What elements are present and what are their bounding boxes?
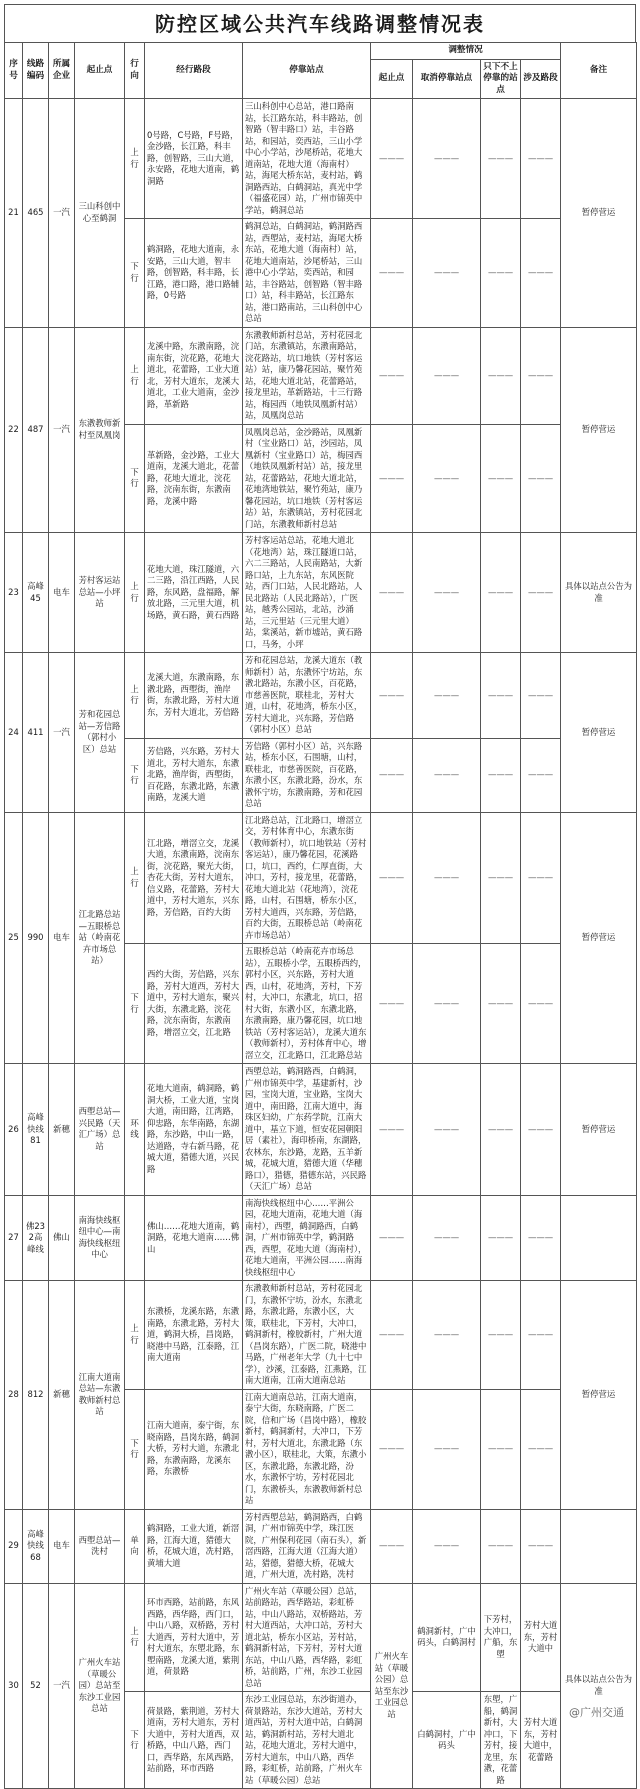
- adj-road-cell: ———: [521, 812, 561, 944]
- table-row: [5, 99, 637, 219]
- adj-terminal-cell: ———: [371, 1389, 413, 1509]
- stops-cell: 江北路总站，江北路口，增滘立交，芳村体育中心，东漖东街（教师新村），坑口地铁站（芳村客运站），康乃馨花园，花溪路口，坑口，西约，仁厚直街，大冲口，芳村，接龙里，花蕾路，花地大道北站（花地湾），浣花路，山村，石围塘，桥东小区，芳村大道西，兴东路，芳信路，百约大街，五眼桥总站（岭南花卉市场总站）: [243, 812, 371, 944]
- adj-cancel-cell: ———: [413, 424, 481, 533]
- stops-cell: 芳村客运站总站，花地大道北（花地湾）站，珠江隧道口站，六二三路站，人民南路站，大新路口站，上九东站，东风医院站，西门口站，人民北路站，人民北路站（人民北路站），广医站，越秀公园站，北站，沙涌站，三元里站（三元里大道）站，棠溪站，新市墟站，黄石路口，马务，小坪: [243, 533, 371, 653]
- adj-road-cell: ———: [521, 1509, 561, 1583]
- adj-cancel-cell: ———: [413, 812, 481, 944]
- company-cell: 新穗: [49, 1064, 75, 1196]
- route-cell: 革新路，金沙路，工业大道南，龙溪大道北，花蕾路，花地大道北，浣花路，浣南东街，东漖南路，龙溪中路: [145, 424, 243, 533]
- adj-road-cell: ———: [521, 738, 561, 812]
- seq-cell: 27: [5, 1195, 23, 1281]
- adj-noget-cell: ———: [481, 1064, 521, 1196]
- seq-cell: 25: [5, 812, 23, 1064]
- adj-road-cell: ———: [521, 327, 561, 424]
- header-seq: 序号: [5, 43, 23, 99]
- remark-cell: 暂停营运: [561, 812, 637, 1064]
- adj-road-cell: 芳村大道东，芳村大道中: [521, 1583, 561, 1692]
- terminal-cell: 西塱总站—洗村: [75, 1509, 125, 1583]
- company-cell: 电车: [49, 1509, 75, 1583]
- header-adj-road: 涉及路段: [521, 59, 561, 99]
- terminal-cell: 江北路总站—五眼桥总站（岭南花卉市场总站）: [75, 812, 125, 1064]
- company-cell: 佛山: [49, 1195, 75, 1281]
- adj-noget-cell: ———: [481, 738, 521, 812]
- route-cell: 江南大道南，泰宁街，东晓南路，昌岗东路，鹤洞大桥，芳村大道，东漖北路，东漖南路，龙溪东路，东漖桥: [145, 1389, 243, 1509]
- table-row: [5, 1195, 637, 1281]
- remark-cell: 暂停营运: [561, 99, 637, 328]
- direction-cell: 下行: [125, 1692, 145, 1789]
- terminal-cell: 芳和花园总站—芳信路（郭村小区）总站: [75, 653, 125, 813]
- direction-cell: 上行: [125, 99, 145, 219]
- company-cell: 一汽: [49, 653, 75, 813]
- code-cell: 佛232高峰线: [23, 1195, 49, 1281]
- table-title: 防控区域公共汽车线路调整情况表: [4, 4, 636, 42]
- adj-terminal-cell: ———: [371, 533, 413, 653]
- direction-cell: 上行: [125, 327, 145, 424]
- header-adj-noget: 只下不上停靠的站点: [481, 59, 521, 99]
- adj-terminal-cell: ———: [371, 653, 413, 739]
- header-row-1: [5, 43, 637, 60]
- adj-terminal-cell: ———: [371, 99, 413, 219]
- adj-noget-cell: ———: [481, 99, 521, 219]
- route-cell: 芳信路，兴东路，芳村大道北，芳村大道东，东漖北路，渔岸街，西塱街，百花路，东漖北路，东漖南路，龙溪大道: [145, 738, 243, 812]
- adj-cancel-cell: ———: [413, 99, 481, 219]
- adj-noget-cell: ———: [481, 327, 521, 424]
- table-row: [5, 1509, 637, 1583]
- stops-cell: 芳村西塱总站，鹤洞路西，白鹤洞，广州市锦英中学，珠江医院，广州保利花园（南石头），新滘西路，江海大道（江海大道）站，猎德，猎德大桥，花城大道，广州大道，冼村路，冼村: [243, 1509, 371, 1583]
- stops-cell: 芳和花园总站，龙溪大道东（教师新村）站，东漖怀宁坊站，东漖北路站，东漖小区，百花路，市慈善医院，联桂北，芳村大道，山村，花地湾，桥东小区，芳村大道北，兴东路，芳信路（郭村小区）总站: [243, 653, 371, 739]
- direction-cell: 下行: [125, 424, 145, 533]
- stops-cell: 三山科创中心总站，港口路南站，长江路东站，科丰路站，创智路（智丰路口）站，丰谷路站，和园站，奕西站，三山小学中心小学站，沙尾桥站，花地大道南站，花地大道（海南村）站，海尾大桥东站，麦村站，鹤洞路西站，白鹤洞站，真光中学（福盛花园）站，广州市锦英中学站，鹤洞总站: [243, 99, 371, 219]
- adj-road-cell: ———: [521, 99, 561, 219]
- adj-noget-cell: ———: [481, 1509, 521, 1583]
- stops-cell: 西塱总站，鹤洞路西，白鹤洞，广州市锦英中学，基建新村，沙园，宝岗大道，宝业路，宝岗大道中，南田路，江南大道中，海珠区妇幼，广东药学院，江南大道中，基立下道，恒安花园朝阳居（素社），海印桥南，东湖路，农林东，东沙路，龙路，五羊新城，花城大道，猎德大道（华穗路口），猎德，猎德东站，兴民路（天汇广场）总站: [243, 1064, 371, 1196]
- adj-cancel-cell: ———: [413, 653, 481, 739]
- route-cell: 环市西路，站前路，东风西路，西华路，西门口，中山八路，双桥路，芳村大道西，芳村大道中，芳村大道东，东塱北路，东塱南路，龙溪大道，紫荆道，荷景路: [145, 1583, 243, 1692]
- adj-cancel-cell: ———: [413, 327, 481, 424]
- adj-noget-cell: ———: [481, 1281, 521, 1390]
- adj-terminal-cell: ———: [371, 1195, 413, 1281]
- adj-road-cell: ———: [521, 533, 561, 653]
- adj-cancel-cell: ———: [413, 533, 481, 653]
- stops-cell: 东漖教师新村总站，芳村花园北门站，东漖镇站，东漖南路站，浣花路站，坑口地铁（芳村客运站）站，康乃馨花园站，聚竹苑站，花地大道北站，花蕾路站，接龙里站，革新路站，十三行路站，梅园西（地铁凤凰新村站）站，凤凰岗总站: [243, 327, 371, 424]
- adj-noget-cell: ———: [481, 219, 521, 328]
- adj-road-cell: ———: [521, 219, 561, 328]
- route-cell: 龙溪大道，东漖南路，东漖北路，西塱街，渔岸街，东漖北路，芳村大道东，芳村大道北，芳信路: [145, 653, 243, 739]
- remark-cell: 暂停营运: [561, 1064, 637, 1196]
- route-cell: 西约大街，芳信路，兴东路，芳村大道西，芳村大道中，芳村大道东，聚兴大街，东漖北路，浣花路，浣东南街，东漖南路，增滘立交，江北路: [145, 944, 243, 1064]
- direction-cell: 上行: [125, 653, 145, 739]
- code-cell: 487: [23, 327, 49, 533]
- route-adjustment-table: [4, 42, 637, 1789]
- adj-noget-cell: ———: [481, 533, 521, 653]
- terminal-cell: 西塱总站—兴民路（天汇广场）总站: [75, 1064, 125, 1196]
- direction-cell: 单向: [125, 1509, 145, 1583]
- table-row: [5, 327, 637, 424]
- adj-cancel-cell: ———: [413, 944, 481, 1064]
- adj-road-cell: ———: [521, 1064, 561, 1196]
- adj-cancel-cell: ———: [413, 1509, 481, 1583]
- adj-terminal-cell: ———: [371, 738, 413, 812]
- terminal-cell: 广州火车站（草暖公园）总站至东沙工业园总站: [75, 1583, 125, 1789]
- seq-cell: 26: [5, 1064, 23, 1196]
- terminal-cell: 芳村客运站总站—小坪站: [75, 533, 125, 653]
- adj-terminal-cell: 广州火车站（草暖公园）总站至东沙工业园总站: [371, 1583, 413, 1789]
- stops-cell: 广州火车站（草暖公园）总站，站前路站，西华路站，彩虹桥站，中山八路站，双桥路站，芳村大道西站，大冲口站，芳村大道北站，桥东小区站，芳村站，鹤洞新村站，下芳村，芳村大道东站，中山八路，西华路，彩虹桥，站前路，广州，东沙工业园总站: [243, 1583, 371, 1692]
- direction-cell: 下行: [125, 219, 145, 328]
- remark-cell: 暂停营运: [561, 1281, 637, 1510]
- company-cell: 电车: [49, 533, 75, 653]
- code-cell: 高峰快线68: [23, 1509, 49, 1583]
- seq-cell: 23: [5, 533, 23, 653]
- direction-cell: 下行: [125, 738, 145, 812]
- seq-cell: 30: [5, 1583, 23, 1789]
- remark-cell: 暂停营运: [561, 653, 637, 813]
- adj-noget-cell: ———: [481, 1389, 521, 1509]
- route-cell: 东漖桥，龙溪东路，东漖南路，东漖北路，芳村大道，鹤洞大桥，昌岗路，晓港中马路，江泰路，江南大道南: [145, 1281, 243, 1390]
- direction-cell: 上行: [125, 533, 145, 653]
- seq-cell: 28: [5, 1281, 23, 1510]
- stops-cell: 东沙工业园总站，东沙街道办，荷景路站，东沙大道站，芳村大道西站，芳村大道中站，白鹤洞站，鹤洞新村站，芳村大道北站，花地大道北，芳村大道中，芳村大道东，中山八路，西华路，彩虹桥，站前路，广州火车站（草暖公园）总站: [243, 1692, 371, 1789]
- terminal-cell: 江南大道南总站—东漖教师新村总站: [75, 1281, 125, 1510]
- stops-cell: 东漖教师新村总站，芳村花园北门，东漖怀宁坊，汾水，东漖北路，东漖北路，东漖小区，大策，联桂北，下芳村，大冲口，鹤洞新村，橡胶新村，广州大道（昌岗东路），广医二院，晓港中马路，广州老年大学（九十七中学），沙溪，江泰路，江燕路，江南大道南，江南大道南总站: [243, 1281, 371, 1390]
- direction-cell: [125, 1195, 145, 1281]
- table-row: [5, 653, 637, 739]
- header-direction: 行向: [125, 43, 145, 99]
- adj-road-cell: ———: [521, 1389, 561, 1509]
- terminal-cell: 南海快线枢纽中心—南海快线枢纽中心: [75, 1195, 125, 1281]
- stops-cell: 五眼桥总站（岭南花卉市场总站），五眼桥小学，五眼桥西约，郭村小区，兴东路，芳村大道西，山村，花地湾，芳村，下芳村，大冲口，东漖北，坑口，招村大街，东漖小区，东漖北路，东漖南路，康乃馨花园，坑口地铁站（芳村客运站），龙溪大道东（教师新村），芳村体育中心，增滘立交，江北路口，江北路总站: [243, 944, 371, 1064]
- adj-cancel-cell: ———: [413, 1389, 481, 1509]
- adj-cancel-cell: ———: [413, 738, 481, 812]
- route-cell: 0号路，C号路，F号路，金沙路，长江路，科丰路，创智路，三山大道，永安路，花地大道南，鹤洞路: [145, 99, 243, 219]
- header-adj-cancel: 取消停靠站点: [413, 59, 481, 99]
- adj-road-cell: ———: [521, 944, 561, 1064]
- direction-cell: 下行: [125, 944, 145, 1064]
- adj-terminal-cell: ———: [371, 327, 413, 424]
- seq-cell: 21: [5, 99, 23, 328]
- adj-noget-cell: ———: [481, 944, 521, 1064]
- adj-road-cell: ———: [521, 1195, 561, 1281]
- adj-terminal-cell: ———: [371, 219, 413, 328]
- adj-road-cell: ———: [521, 424, 561, 533]
- code-cell: 812: [23, 1281, 49, 1510]
- route-cell: 江北路，增滘立交，龙溪大道，东漖南路，浣南东街，浣花路，聚光大街，杏花大街，芳村大道东，信义路，花蕾路，芳村大道中，芳村大道东，兴东路，芳信路，百约大街: [145, 812, 243, 944]
- adj-terminal-cell: ———: [371, 1281, 413, 1390]
- direction-cell: 上行: [125, 1583, 145, 1692]
- remark-cell: 暂停营运: [561, 327, 637, 533]
- terminal-cell: 三山科创中心至鹤洞: [75, 99, 125, 328]
- adj-noget-cell: ———: [481, 424, 521, 533]
- company-cell: 一汽: [49, 1583, 75, 1789]
- route-cell: 花地大道，珠江隧道，六二三路，沿江西路，人民路，东风路，盘福路，解放北路，三元里大道，机场路，黄石路，黄石西路: [145, 533, 243, 653]
- route-cell: 鹤洞路，工业大道，新滘路，江海大道，猎德大桥，花城大道，冼村路，黄埔大道: [145, 1509, 243, 1583]
- header-company: 所属企业: [49, 43, 75, 99]
- remark-cell: 具体以站点公告为准: [561, 533, 637, 653]
- stops-cell: 凤凰岗总站，金沙路站，凤凰新村（宝业路口）站，沙园站，凤凰新村（宝业路口）站，梅园西（地铁凤凰新村站）站，接龙里站，花蕾路站，花地大道北站，花地湾地铁站，聚竹苑站，康乃馨花园站，坑口地铁（芳村客运站）站，东漖镇站，芳村花园北门站，东漖教师新村总站: [243, 424, 371, 533]
- adj-road-cell: 芳村大道东，芳村大道中，花蕾路: [521, 1692, 561, 1789]
- code-cell: 高峰快线81: [23, 1064, 49, 1196]
- company-cell: 新穗: [49, 1281, 75, 1510]
- adj-road-cell: ———: [521, 1281, 561, 1390]
- adj-cancel-cell: ———: [413, 1064, 481, 1196]
- watermark: @广州交通: [565, 1703, 628, 1721]
- stops-cell: 鹤洞总站，白鹤洞站，鹤洞路西站，西塱站，麦村站，海尾大桥东站，花地大道（海南村）站，花地大道南站，沙尾桥站，三山港中心小学站，奕西站，和园站，丰谷路站，创智路（智丰路口）站，科丰路站，长江路东站，港口路南站，三山科创中心总站: [243, 219, 371, 328]
- header-route: 经行路段: [145, 43, 243, 99]
- header-remark: 备注: [561, 43, 637, 99]
- adj-noget-cell: ———: [481, 1195, 521, 1281]
- remark-cell: [561, 1195, 637, 1281]
- code-cell: 990: [23, 812, 49, 1064]
- adj-road-cell: ———: [521, 653, 561, 739]
- remark-cell: 具体以站点公告为准: [561, 1583, 637, 1789]
- company-cell: 一汽: [49, 327, 75, 533]
- code-cell: 52: [23, 1583, 49, 1789]
- adj-cancel-cell: ———: [413, 1281, 481, 1390]
- stops-cell: 江南大道南总站，江南大道南，泰宁大街，东晓南路，广医二院，信和广场（昌岗中路），橡胶新村，鹤洞新村，大冲口，下芳村，芳村大道北，东漖北路（东漖小区），联桂北，大策，东漖小区，东漖北路，东漖北路，汾水，东漖怀宁坊，芳村花园北门，东漖桥头，东漖教师新村总站: [243, 1389, 371, 1509]
- adj-noget-cell: ———: [481, 653, 521, 739]
- code-cell: 高峰45: [23, 533, 49, 653]
- table-row: [5, 1064, 637, 1196]
- adj-cancel-cell: 白鹤洞村，广中码头: [413, 1692, 481, 1789]
- company-cell: 一汽: [49, 99, 75, 328]
- direction-cell: 上行: [125, 1281, 145, 1390]
- seq-cell: 29: [5, 1509, 23, 1583]
- header-code: 线路编码: [23, 43, 49, 99]
- route-cell: 鹤洞路，花地大道南，永安路，三山大道，智丰路，创智路，科丰路，长江路，港口路，港口路辅路，0号路: [145, 219, 243, 328]
- adj-terminal-cell: ———: [371, 812, 413, 944]
- route-cell: 花地大道南，鹤洞路，鹤洞大桥，工业大道，宝岗大道，南田路，江湾路，仰忠路，东华南路，东湖路，东沙路，中山一路，达道路，寺右新马路，花城大道，猎德大道，兴民路: [145, 1064, 243, 1196]
- company-cell: 电车: [49, 812, 75, 1064]
- code-cell: 465: [23, 99, 49, 328]
- adj-terminal-cell: ———: [371, 944, 413, 1064]
- adj-cancel-cell: 鹤洞新村，广中码头，白鹤洞村: [413, 1583, 481, 1692]
- direction-cell: 环线: [125, 1064, 145, 1196]
- header-terminal: 起止点: [75, 43, 125, 99]
- route-cell: 荷景路，紫荆道，芳村大道南，芳村大道东，芳村大道中，芳村大道西，双桥路，中山八路，西门口，西华路，东风西路，站前路，环市西路: [145, 1692, 243, 1789]
- adj-terminal-cell: ———: [371, 1509, 413, 1583]
- table-row: [5, 1583, 637, 1692]
- stops-cell: 芳信路（郭村小区）站，兴东路站，桥东小区，石围塘，山村，联桂北，市慈善医院，百花路，东漖小区，东漖北路，汾水，东漖怀宁坊，东漖南路，芳和花园总站: [243, 738, 371, 812]
- adj-noget-cell: 下芳村，大冲口，广船，东塱: [481, 1583, 521, 1692]
- seq-cell: 22: [5, 327, 23, 533]
- table-body: [5, 99, 637, 1789]
- header-adj-terminal: 起止点: [371, 59, 413, 99]
- direction-cell: 上行: [125, 812, 145, 944]
- direction-cell: 下行: [125, 1389, 145, 1509]
- table-row: [5, 1281, 637, 1390]
- remark-cell: [561, 1509, 637, 1583]
- stops-cell: 南海快线枢纽中心……平洲公园，花地大道南，花地大道（海南村），西塱，鹤洞路西，白鹤洞，广州市锦英中学，鹤洞路西，西塱，花地大道（海南村），花地大道南，平洲公园……南海快线枢纽中心: [243, 1195, 371, 1281]
- adj-noget-cell: 东塱，广船，鹤洞新村，大冲口，下芳村，接龙里，东漖，花蕾路: [481, 1692, 521, 1789]
- route-cell: 佛山……花地大道南，鹤洞路，花地大道南……佛山: [145, 1195, 243, 1281]
- table-row: [5, 812, 637, 944]
- seq-cell: 24: [5, 653, 23, 813]
- adj-terminal-cell: ———: [371, 424, 413, 533]
- adj-terminal-cell: ———: [371, 1064, 413, 1196]
- route-cell: 龙溪中路，东漖南路，浣南东街，浣花路，花地大道北，花蕾路，工业大道北，芳村大道东，龙溪大道北，工业大道南，金沙路，革新路: [145, 327, 243, 424]
- adj-noget-cell: ———: [481, 812, 521, 944]
- header-adjust: 调整情况: [371, 43, 561, 60]
- terminal-cell: 东漖教师新村至凤凰岗: [75, 327, 125, 533]
- code-cell: 411: [23, 653, 49, 813]
- table-row: [5, 533, 637, 653]
- header-stops: 停靠站点: [243, 43, 371, 99]
- adj-cancel-cell: ———: [413, 219, 481, 328]
- adj-cancel-cell: ———: [413, 1195, 481, 1281]
